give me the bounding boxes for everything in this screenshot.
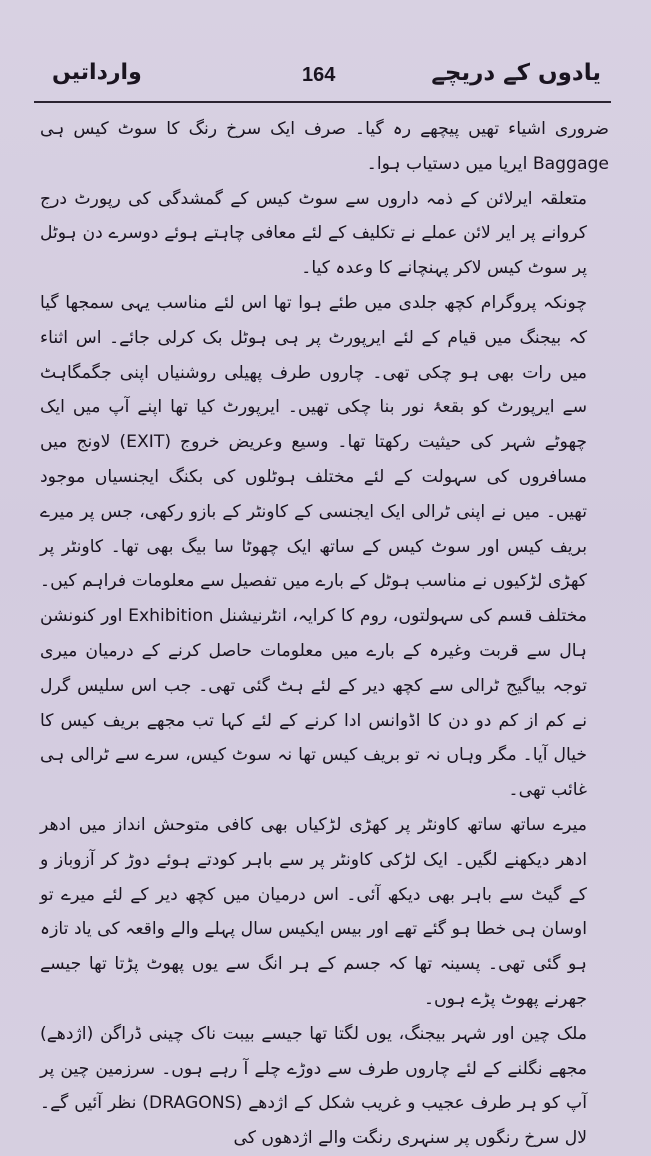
chapter-title: وارداتیں: [52, 60, 142, 85]
paragraph: میرے ساتھ ساتھ کاونٹر پر کھڑی لڑکیاں بھی کافی متوحش انداز میں ادھر ادھر دیکھنے لگیں۔ ایک لڑکی کاونٹر پر سے باہر کودتے ہوئے دوڑ کر آزوباز و کے گیٹ سے باہر بھی دیکھ آئی۔ اس درمیان میں کچھ دیر کے لئے میرے تو اوسان ہی خطا ہو گئے تھے اور بیس ایکیس سال پہلے والے واقعہ کی یاد تازہ ہو گئی تھی۔ پسینہ تھا کہ جسم کے ہر انگ سے یوں پھوٹ پڑتا تھا جیسے جھرنے پھوٹ پڑے ہوں۔: [40, 814, 587, 1009]
header-rule: [34, 101, 611, 103]
paragraph: متعلقہ ایرلائن کے ذمہ داروں سے سوٹ کیس کے گمشدگی کی رپورٹ درج کروانے پر ایر لائن عملے نے تکلیف کے لئے معافی چاہتے ہوئے دوسرے دن ہوٹل پر سوٹ کیس لاکر پہنچانے کا وعدہ کیا۔: [40, 188, 587, 279]
paragraph: ضروری اشیاء تھیں پیچھے رہ گیا۔ صرف ایک سرخ رنگ کا سوٹ کیس ہی Baggage ایریا میں دستیاب ہوا۔: [40, 119, 609, 174]
page-number: 164: [302, 64, 336, 86]
running-title: یادوں کے دریچے: [431, 60, 601, 86]
page-body: [40, 112, 609, 1156]
paragraph: چونکہ پروگرام کچھ جلدی میں طئے ہوا تھا اس لئے مناسب یہی سمجھا گیا کہ بیجنگ میں قیام کے لئے ایرپورٹ پر ہی ہوٹل بک کرلی جائے۔ اس اثناء میں رات بھی ہو چکی تھی۔ چاروں طرف پھیلی روشنیاں اپنی جگمگاہٹ سے ایرپورٹ کو بقعۂ نور بنا چکی تھیں۔ ایرپورٹ کیا تھا اپنے آپ میں ایک چھوٹے شہر کی حیثیت رکھتا تھا۔ وسیع وعریض خروج (EXIT) لاونج میں مسافروں کی سہولت کے لئے مختلف ہوٹلوں کی بکنگ ایجنسیاں موجود تھیں۔ میں نے اپنی ٹرالی ایک ایجنسی کے کاونٹر کے بازو رکھی، جس پر میرے بریف کیس اور سوٹ کیس کے ساتھ ایک چھوٹا سا بیگ بھی تھا۔ کاونٹر پر کھڑی لڑکیوں نے مناسب ہوٹل کے بارے میں تفصیل سے معلومات فراہم کیں۔ مختلف قسم کی سہولتوں، روم کا کرایہ، انٹرنیشنل Exhibition اور کنونشن ہال سے قربت وغیرہ کے بارے میں معلومات حاصل کرنے کے درمیان میری توجہ بیاگیج ٹرالی سے کچھ دیر کے لئے ہٹ گئی تھی۔ جب اس سلیس گرل نے کم از کم دو دن کا اڈوانس ادا کرنے کے لئے کہا تب مجھے بریف کیس کا خیال آیا۔ مگر وہاں نہ تو بریف کیس تھا نہ سوٹ کیس، سرے سے ٹرالی ہی غائب تھی۔: [40, 292, 587, 801]
page-header: [30, 58, 621, 98]
paragraph: ملک چین اور شہر بیجنگ، یوں لگتا تھا جیسے بیبت ناک چینی ڈراگن (اژدھے) مجھے نگلنے کے لئے چاروں طرف سے دوڑے چلے آ رہے ہوں۔ سرزمین چین پر آپ کو ہر طرف عجیب و غریب شکل کے اژدھے (DRAGONS) نظر آئیں گے۔ لال سرخ رنگوں پر سنہری رنگت والے اژدھوں کی: [40, 1023, 587, 1149]
